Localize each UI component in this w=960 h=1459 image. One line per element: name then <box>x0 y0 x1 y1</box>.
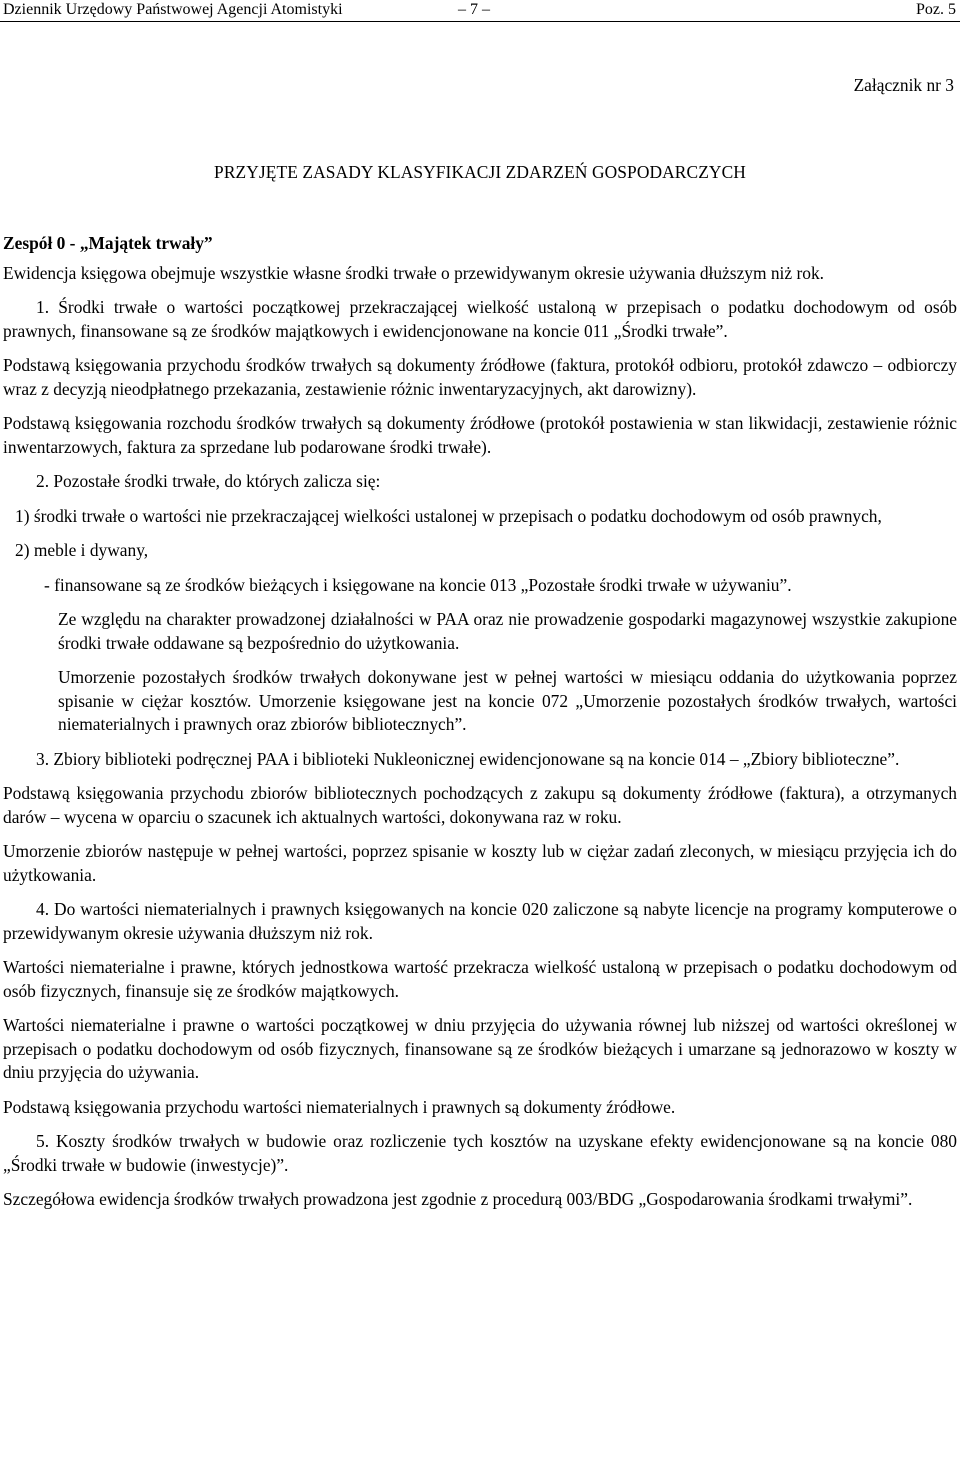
list-item: 1) środki trwałe o wartości nie przekraczającej wielkości ustalonej w przepisach o podatku dochodowym od osób prawnych, <box>15 505 882 526</box>
paragraph: Wartości niematerialne i prawne, których jednostkowa wartość przekracza wielkość ustaloną w przepisach o podatku dochodowym od osób fizycznych, finansuje się ze środków majątkowych. <box>3 957 957 1001</box>
paragraph: Ze względu na charakter prowadzonej działalności w PAA oraz nie prowadzenie gospodarki magazynowej wszystkie zakupione środki trwałe oddawane są bezpośrednio do użytkowania. <box>58 609 957 653</box>
paragraph: Podstawą księgowania przychodu zbiorów bibliotecznych pochodzących z zakupu są dokumenty źródłowe (faktura), a otrzymanych darów – wycena w oparciu o szacunek ich aktualnych wartości, dokonywana raz w roku. <box>3 783 957 827</box>
page-header <box>0 0 960 24</box>
annex-label: Załącznik nr 3 <box>853 75 954 95</box>
page-number: – 7 – <box>458 1 490 18</box>
document-body <box>3 232 957 1212</box>
document-title: PRZYJĘTE ZASADY KLASYFIKACJI ZDARZEŃ GOSPODARCZYCH <box>214 162 746 182</box>
paragraph: 3. Zbiory biblioteki podręcznej PAA i biblioteki Nukleonicznej ewidencjonowane są na koncie 014 – „Zbiory biblioteczne”. <box>36 748 900 769</box>
header-rule <box>0 21 960 22</box>
paragraph: Podstawą księgowania przychodu wartości niematerialnych i prawnych są dokumenty źródłowe. <box>3 1096 676 1117</box>
paragraph: Umorzenie pozostałych środków trwałych dokonywane jest w pełnej wartości w miesiącu oddania do użytkowania poprzez spisanie w ciężar kosztów. Umorzenie księgowane jest na koncie 072 „Umorzenie pozostałych środków trwałych, wartości niematerialnych i prawnych oraz zbiorów bibliotecznych”. <box>58 667 957 734</box>
paragraph: Wartości niematerialne i prawne o wartości początkowej w dniu przyjęcia do używania równej lub niższej od wartości określonej w przepisach o podatku dochodowym od osób fizycznych, finansowane są ze środków bieżących i umarzane są jednorazowo w koszty w dniu przyjęcia do używania. <box>3 1015 957 1082</box>
paragraph: Podstawą księgowania rozchodu środków trwałych są dokumenty źródłowe (protokół postawienia w stan likwidacji, zestawienie różnic inwentarzowych, faktura za sprzedane lub podarowane środki trwałe). <box>3 413 957 457</box>
paragraph: Podstawą księgowania przychodu środków trwałych są dokumenty źródłowe (faktura, protokół odbioru, protokół zdawczo – odbiorczy wraz z decyzją nieodpłatnego przekazania, zestawienie różnic inwentaryzacyjnych, akt darowizny). <box>3 355 957 399</box>
paragraph: 5. Koszty środków trwałych w budowie oraz rozliczenie tych kosztów na uzyskane efekty ewidencjonowane są na koncie 080 „Środki trwałe w budowie (inwestycje)”. <box>3 1131 957 1175</box>
paragraph: 4. Do wartości niematerialnych i prawnych księgowanych na koncie 020 zaliczone są nabyte licencje na programy komputerowe o przewidywanym okresie używania dłuższym niż rok. <box>3 899 957 943</box>
paragraph: Szczegółowa ewidencja środków trwałych prowadzona jest zgodnie z procedurą 003/BDG „Gospodarowania środkami trwałymi”. <box>3 1189 913 1209</box>
paragraph: Ewidencja księgowa obejmuje wszystkie własne środki trwałe o przewidywanym okresie używania dłuższym niż rok. <box>3 262 824 283</box>
paragraph: 1. Środki trwałe o wartości początkowej przekraczającej wielkość ustaloną w przepisach o podatku dochodowym od osób prawnych, finansowane są ze środków majątkowych i ewidencjonowane na koncie 011 „Środki trwałe”. <box>3 297 957 341</box>
journal-title: Dziennik Urzędowy Państwowej Agencji Atomistyki <box>3 1 343 18</box>
position-number: Poz. 5 <box>916 1 956 18</box>
paragraph: Umorzenie zbiorów następuje w pełnej wartości, poprzez spisanie w koszty lub w ciężar zadań zleconych, w miesiącu przyjęcia ich do użytkowania. <box>3 841 957 885</box>
paragraph: - finansowane są ze środków bieżących i księgowane na koncie 013 „Pozostałe środki trwałe w używaniu”. <box>44 574 792 595</box>
paragraph: 2. Pozostałe środki trwałe, do których zalicza się: <box>36 471 381 491</box>
list-item: 2) meble i dywany, <box>15 540 149 560</box>
section-heading: Zespół 0 - „Majątek trwały” <box>3 233 213 253</box>
